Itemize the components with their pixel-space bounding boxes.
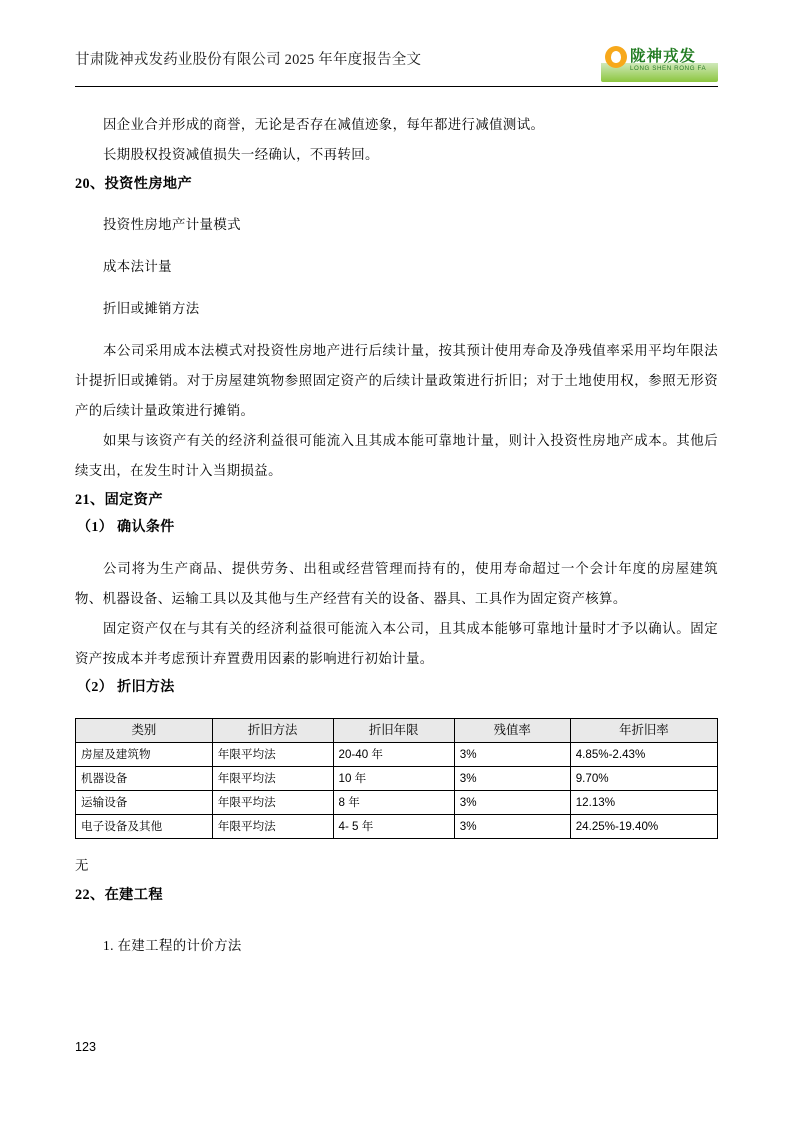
table-header-category: 类别 [76, 719, 213, 743]
depreciation-table [75, 718, 718, 839]
cell-residual-rate: 3% [454, 767, 570, 791]
header-title: 甘肃陇神戎发药业股份有限公司 2025 年年度报告全文 [75, 52, 422, 68]
cell-method: 年限平均法 [212, 743, 333, 767]
section-21-title: 21、固定资产 [75, 492, 163, 508]
table-row [76, 743, 718, 767]
cell-category: 运输设备 [76, 791, 213, 815]
cell-years: 20-40 年 [333, 743, 454, 767]
cell-method: 年限平均法 [212, 815, 333, 839]
cell-category: 房屋及建筑物 [76, 743, 213, 767]
cell-residual-rate: 3% [454, 791, 570, 815]
table-header-annual-rate: 年折旧率 [570, 719, 717, 743]
section-20-title: 20、投资性房地产 [75, 176, 193, 192]
section-20-line-1: 投资性房地产计量模式 [103, 217, 241, 232]
table-row [76, 767, 718, 791]
paragraph-longterm-equity: 长期股权投资减值损失一经确认，不再转回。 [103, 147, 379, 162]
cell-years: 8 年 [333, 791, 454, 815]
cell-method: 年限平均法 [212, 767, 333, 791]
cell-annual-rate: 24.25%-19.40% [570, 815, 717, 839]
table-header-residual-rate: 残值率 [454, 719, 570, 743]
table-row [76, 815, 718, 839]
table-row [76, 791, 718, 815]
section-22-title: 22、在建工程 [75, 887, 163, 903]
company-logo [601, 42, 718, 82]
cell-years: 4- 5 年 [333, 815, 454, 839]
section-20-line-3: 折旧或摊销方法 [103, 301, 200, 316]
table-header-method: 折旧方法 [212, 719, 333, 743]
cell-residual-rate: 3% [454, 815, 570, 839]
section-21-subsection-2-title: （2） 折旧方法 [77, 680, 175, 695]
cell-annual-rate: 12.13% [570, 791, 717, 815]
table-header-row [76, 719, 718, 743]
cell-annual-rate: 9.70% [570, 767, 717, 791]
cell-category: 机器设备 [76, 767, 213, 791]
cell-residual-rate: 3% [454, 743, 570, 767]
logo-mark-icon [605, 46, 627, 68]
cell-category: 电子设备及其他 [76, 815, 213, 839]
cell-years: 10 年 [333, 767, 454, 791]
section-21-subsection-1-title: （1） 确认条件 [77, 520, 175, 535]
page-content [75, 0, 718, 961]
header-divider [75, 86, 718, 87]
logo-english-name: LONG SHEN RONG FA [630, 65, 707, 72]
page-number: 123 [75, 1040, 97, 1054]
section-20-paragraph-1: 本公司采用成本法模式对投资性房地产进行后续计量，按其预计使用寿命及净残值率采用平均年限法计提折旧或摊销。对于房屋建筑物参照固定资产的后续计量政策进行折旧；对于土地使用权，参照无形资产的后续计量政策进行摊销。 [75, 343, 718, 418]
table-header-years: 折旧年限 [333, 719, 454, 743]
cell-method: 年限平均法 [212, 791, 333, 815]
cell-annual-rate: 4.85%-2.43% [570, 743, 717, 767]
section-21-paragraph-1: 公司将为生产商品、提供劳务、出租或经营管理而持有的，使用寿命超过一个会计年度的房屋建筑物、机器设备、运输工具以及其他与生产经营有关的设备、器具、工具作为固定资产核算。 [75, 561, 718, 606]
after-table-note: 无 [75, 858, 89, 873]
paragraph-goodwill: 因企业合并形成的商誉，无论是否存在减值迹象，每年都进行减值测试。 [103, 117, 545, 132]
logo-chinese-name: 陇神戎发 [630, 48, 697, 65]
section-22-line-1: 1. 在建工程的计价方法 [103, 938, 242, 953]
section-21-paragraph-2: 固定资产仅在与其有关的经济利益很可能流入本公司，且其成本能够可靠地计量时才予以确认。固定资产按成本并考虑预计弃置费用因素的影响进行初始计量。 [75, 621, 718, 666]
page-header [75, 42, 718, 88]
section-20-line-2: 成本法计量 [103, 259, 172, 274]
section-20-paragraph-2: 如果与该资产有关的经济利益很可能流入且其成本能可靠地计量，则计入投资性房地产成本。其他后续支出，在发生时计入当期损益。 [75, 433, 718, 478]
